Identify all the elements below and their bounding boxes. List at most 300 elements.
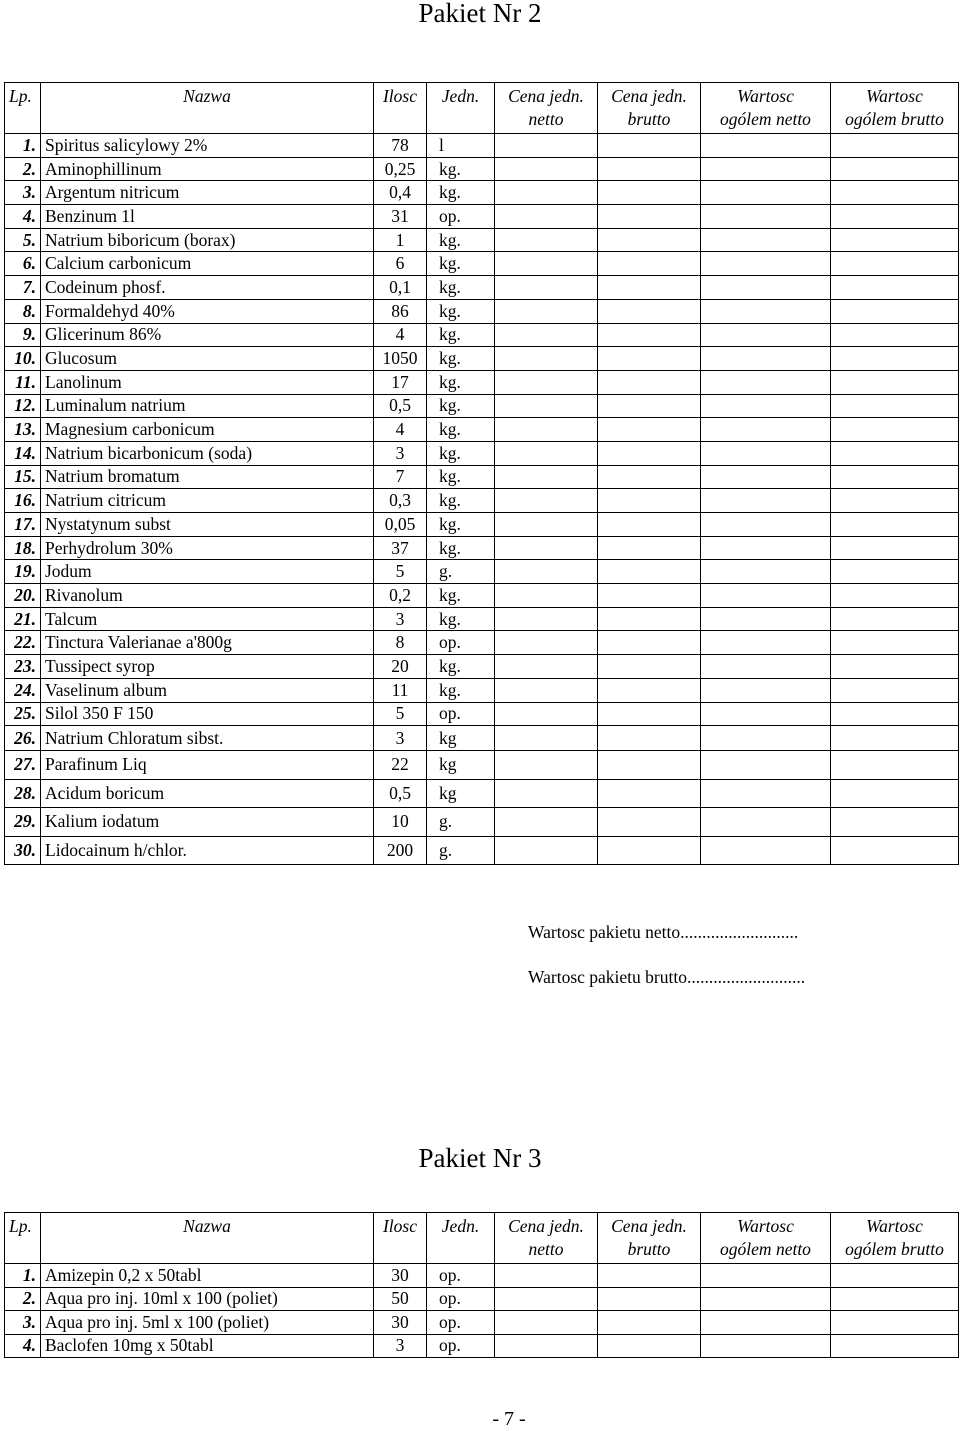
row-cena-netto: [495, 1334, 598, 1358]
row-cena-brutto: [598, 702, 701, 726]
row-unit: kg.: [427, 536, 495, 560]
row-quantity: 4: [374, 418, 427, 442]
row-quantity: 11: [374, 678, 427, 702]
row-quantity: 31: [374, 205, 427, 229]
table-row: [5, 1311, 959, 1335]
row-quantity: 0,25: [374, 157, 427, 181]
table-row: [5, 347, 959, 371]
table-row: [5, 536, 959, 560]
row-wartosc-netto: [701, 394, 831, 418]
row-unit: g.: [427, 560, 495, 584]
row-cena-brutto: [598, 1334, 701, 1358]
header-wartosc-netto: Wartosc ogólem netto: [701, 83, 831, 134]
row-lp: 1.: [5, 134, 41, 158]
row-lp: 17.: [5, 513, 41, 537]
row-lp: 21.: [5, 607, 41, 631]
row-wartosc-netto: [701, 418, 831, 442]
row-quantity: 78: [374, 134, 427, 158]
row-cena-brutto: [598, 441, 701, 465]
row-unit: kg.: [427, 276, 495, 300]
row-lp: 2.: [5, 1287, 41, 1311]
row-wartosc-netto: [701, 347, 831, 371]
row-lp: 4.: [5, 1334, 41, 1358]
row-quantity: 0,5: [374, 779, 427, 808]
row-wartosc-netto: [701, 808, 831, 837]
package-total-netto: Wartosc pakietu netto...........................: [528, 922, 799, 942]
row-cena-netto: [495, 228, 598, 252]
row-wartosc-netto: [701, 1311, 831, 1335]
row-unit: g.: [427, 836, 495, 865]
row-cena-netto: [495, 607, 598, 631]
header-cena-netto: Cena jedn. netto: [495, 83, 598, 134]
row-quantity: 0,1: [374, 276, 427, 300]
row-lp: 16.: [5, 489, 41, 513]
row-unit: kg.: [427, 347, 495, 371]
row-quantity: 6: [374, 252, 427, 276]
row-cena-netto: [495, 560, 598, 584]
row-wartosc-brutto: [831, 726, 959, 751]
row-wartosc-netto: [701, 489, 831, 513]
header-lp: Lp.: [5, 1213, 41, 1264]
table-header-row: [5, 1213, 959, 1264]
row-cena-netto: [495, 702, 598, 726]
row-quantity: 7: [374, 465, 427, 489]
row-cena-brutto: [598, 1311, 701, 1335]
row-lp: 27.: [5, 751, 41, 780]
row-lp: 19.: [5, 560, 41, 584]
table-row: [5, 726, 959, 751]
row-name: Lanolinum: [41, 370, 374, 394]
row-name: Parafinum Liq: [41, 751, 374, 780]
row-wartosc-brutto: [831, 1311, 959, 1335]
row-cena-netto: [495, 808, 598, 837]
row-cena-brutto: [598, 655, 701, 679]
row-wartosc-brutto: [831, 252, 959, 276]
row-unit: kg.: [427, 584, 495, 608]
row-name: Formaldehyd 40%: [41, 299, 374, 323]
row-wartosc-netto: [701, 205, 831, 229]
row-lp: 22.: [5, 631, 41, 655]
table-row: [5, 252, 959, 276]
row-lp: 8.: [5, 299, 41, 323]
row-wartosc-brutto: [831, 702, 959, 726]
row-wartosc-brutto: [831, 655, 959, 679]
row-quantity: 5: [374, 702, 427, 726]
row-unit: op.: [427, 1334, 495, 1358]
row-wartosc-netto: [701, 584, 831, 608]
table-row: [5, 1287, 959, 1311]
row-quantity: 22: [374, 751, 427, 780]
table-row: [5, 134, 959, 158]
table-row: [5, 560, 959, 584]
table-row: [5, 631, 959, 655]
row-quantity: 0,2: [374, 584, 427, 608]
row-cena-netto: [495, 205, 598, 229]
row-unit: kg.: [427, 181, 495, 205]
row-cena-netto: [495, 181, 598, 205]
row-name: Glucosum: [41, 347, 374, 371]
row-cena-brutto: [598, 836, 701, 865]
row-unit: op.: [427, 1264, 495, 1288]
row-wartosc-netto: [701, 836, 831, 865]
header-ilosc: Ilosc: [374, 83, 427, 134]
row-quantity: 0,4: [374, 181, 427, 205]
row-wartosc-netto: [701, 607, 831, 631]
row-wartosc-netto: [701, 441, 831, 465]
row-cena-brutto: [598, 726, 701, 751]
row-lp: 11.: [5, 370, 41, 394]
row-unit: kg: [427, 751, 495, 780]
row-wartosc-netto: [701, 560, 831, 584]
row-wartosc-netto: [701, 157, 831, 181]
header-cena-brutto: Cena jedn. brutto: [598, 83, 701, 134]
row-name: Glicerinum 86%: [41, 323, 374, 347]
table-row: [5, 205, 959, 229]
row-name: Acidum boricum: [41, 779, 374, 808]
row-lp: 3.: [5, 181, 41, 205]
table-row: [5, 276, 959, 300]
row-lp: 7.: [5, 276, 41, 300]
row-cena-brutto: [598, 181, 701, 205]
table-row: [5, 1264, 959, 1288]
row-cena-netto: [495, 299, 598, 323]
row-cena-netto: [495, 655, 598, 679]
row-name: Tussipect syrop: [41, 655, 374, 679]
table-row: [5, 678, 959, 702]
row-cena-brutto: [598, 394, 701, 418]
header-wartosc-brutto: Wartosc ogólem brutto: [831, 1213, 959, 1264]
row-cena-netto: [495, 726, 598, 751]
row-wartosc-brutto: [831, 205, 959, 229]
row-quantity: 8: [374, 631, 427, 655]
row-unit: kg.: [427, 299, 495, 323]
row-unit: kg.: [427, 655, 495, 679]
row-wartosc-brutto: [831, 489, 959, 513]
row-unit: kg.: [427, 370, 495, 394]
row-wartosc-brutto: [831, 181, 959, 205]
package-2-table: [4, 82, 959, 865]
header-wartosc-brutto: Wartosc ogólem brutto: [831, 83, 959, 134]
row-quantity: 0,3: [374, 489, 427, 513]
row-wartosc-netto: [701, 181, 831, 205]
row-cena-brutto: [598, 205, 701, 229]
row-wartosc-brutto: [831, 276, 959, 300]
row-name: Magnesium carbonicum: [41, 418, 374, 442]
header-nazwa: Nazwa: [41, 1213, 374, 1264]
row-lp: 5.: [5, 228, 41, 252]
row-cena-netto: [495, 489, 598, 513]
header-nazwa: Nazwa: [41, 83, 374, 134]
row-cena-netto: [495, 252, 598, 276]
row-quantity: 30: [374, 1264, 427, 1288]
row-quantity: 1: [374, 228, 427, 252]
header-cena-brutto: Cena jedn. brutto: [598, 1213, 701, 1264]
row-unit: kg.: [427, 678, 495, 702]
row-unit: g.: [427, 808, 495, 837]
row-cena-netto: [495, 134, 598, 158]
row-cena-netto: [495, 513, 598, 537]
row-lp: 28.: [5, 779, 41, 808]
row-unit: kg.: [427, 157, 495, 181]
row-quantity: 3: [374, 1334, 427, 1358]
row-wartosc-brutto: [831, 631, 959, 655]
row-unit: op.: [427, 1287, 495, 1311]
row-unit: kg.: [427, 465, 495, 489]
row-cena-netto: [495, 347, 598, 371]
package-total-brutto: Wartosc pakietu brutto...........................: [528, 967, 806, 987]
row-name: Natrium bromatum: [41, 465, 374, 489]
row-lp: 13.: [5, 418, 41, 442]
row-lp: 1.: [5, 1264, 41, 1288]
table-row: [5, 299, 959, 323]
row-unit: kg.: [427, 418, 495, 442]
row-unit: kg.: [427, 607, 495, 631]
row-cena-brutto: [598, 299, 701, 323]
row-wartosc-brutto: [831, 347, 959, 371]
table-row: [5, 584, 959, 608]
row-wartosc-brutto: [831, 678, 959, 702]
row-cena-netto: [495, 418, 598, 442]
row-name: Lidocainum h/chlor.: [41, 836, 374, 865]
row-quantity: 3: [374, 726, 427, 751]
row-quantity: 86: [374, 299, 427, 323]
row-cena-brutto: [598, 560, 701, 584]
row-wartosc-brutto: [831, 536, 959, 560]
row-wartosc-brutto: [831, 808, 959, 837]
row-quantity: 1050: [374, 347, 427, 371]
row-cena-netto: [495, 465, 598, 489]
header-lp: Lp.: [5, 83, 41, 134]
row-wartosc-brutto: [831, 584, 959, 608]
row-wartosc-brutto: [831, 751, 959, 780]
row-wartosc-netto: [701, 323, 831, 347]
row-name: Rivanolum: [41, 584, 374, 608]
row-name: Perhydrolum 30%: [41, 536, 374, 560]
row-cena-brutto: [598, 607, 701, 631]
row-cena-brutto: [598, 418, 701, 442]
row-quantity: 3: [374, 441, 427, 465]
row-cena-netto: [495, 836, 598, 865]
row-name: Vaselinum album: [41, 678, 374, 702]
row-wartosc-netto: [701, 678, 831, 702]
row-quantity: 20: [374, 655, 427, 679]
package-3-table: [4, 1212, 959, 1358]
row-lp: 2.: [5, 157, 41, 181]
row-cena-brutto: [598, 228, 701, 252]
row-cena-brutto: [598, 808, 701, 837]
row-name: Natrium biboricum (borax): [41, 228, 374, 252]
row-name: Spiritus salicylowy 2%: [41, 134, 374, 158]
row-name: Kalium iodatum: [41, 808, 374, 837]
row-cena-brutto: [598, 513, 701, 537]
row-lp: 18.: [5, 536, 41, 560]
row-quantity: 10: [374, 808, 427, 837]
row-wartosc-netto: [701, 252, 831, 276]
table-row: [5, 1334, 959, 1358]
row-cena-brutto: [598, 631, 701, 655]
row-lp: 9.: [5, 323, 41, 347]
row-wartosc-brutto: [831, 441, 959, 465]
row-cena-brutto: [598, 134, 701, 158]
row-wartosc-brutto: [831, 134, 959, 158]
row-name: Tinctura Valerianae a'800g: [41, 631, 374, 655]
row-lp: 10.: [5, 347, 41, 371]
row-lp: 24.: [5, 678, 41, 702]
row-cena-brutto: [598, 465, 701, 489]
row-quantity: 200: [374, 836, 427, 865]
row-wartosc-brutto: [831, 1334, 959, 1358]
row-unit: l: [427, 134, 495, 158]
row-cena-brutto: [598, 252, 701, 276]
row-name: Codeinum phosf.: [41, 276, 374, 300]
row-cena-netto: [495, 678, 598, 702]
row-wartosc-brutto: [831, 418, 959, 442]
row-unit: kg.: [427, 323, 495, 347]
row-name: Talcum: [41, 607, 374, 631]
row-name: Calcium carbonicum: [41, 252, 374, 276]
header-ilosc: Ilosc: [374, 1213, 427, 1264]
row-cena-brutto: [598, 678, 701, 702]
table-row: [5, 181, 959, 205]
header-jedn: Jedn.: [427, 83, 495, 134]
row-quantity: 30: [374, 1311, 427, 1335]
row-wartosc-brutto: [831, 465, 959, 489]
row-wartosc-netto: [701, 276, 831, 300]
table-row: [5, 779, 959, 808]
row-lp: 4.: [5, 205, 41, 229]
row-cena-brutto: [598, 1287, 701, 1311]
header-cena-netto: Cena jedn. netto: [495, 1213, 598, 1264]
row-cena-netto: [495, 323, 598, 347]
row-unit: kg: [427, 726, 495, 751]
row-quantity: 50: [374, 1287, 427, 1311]
row-lp: 20.: [5, 584, 41, 608]
row-cena-brutto: [598, 751, 701, 780]
row-wartosc-brutto: [831, 228, 959, 252]
row-unit: kg.: [427, 228, 495, 252]
row-quantity: 3: [374, 607, 427, 631]
row-unit: kg.: [427, 513, 495, 537]
header-jedn: Jedn.: [427, 1213, 495, 1264]
row-name: Amizepin 0,2 x 50tabl: [41, 1264, 374, 1288]
table-row: [5, 489, 959, 513]
row-name: Aqua pro inj. 10ml x 100 (poliet): [41, 1287, 374, 1311]
page-number: - 7 -: [492, 1408, 526, 1430]
row-unit: kg.: [427, 394, 495, 418]
table-row: [5, 394, 959, 418]
row-wartosc-brutto: [831, 560, 959, 584]
row-unit: op.: [427, 702, 495, 726]
row-wartosc-netto: [701, 536, 831, 560]
table-row: [5, 441, 959, 465]
row-cena-brutto: [598, 489, 701, 513]
row-cena-brutto: [598, 779, 701, 808]
row-cena-brutto: [598, 584, 701, 608]
row-unit: kg.: [427, 489, 495, 513]
row-wartosc-netto: [701, 655, 831, 679]
table-row: [5, 513, 959, 537]
row-wartosc-brutto: [831, 607, 959, 631]
row-wartosc-netto: [701, 702, 831, 726]
row-unit: kg.: [427, 252, 495, 276]
table-row: [5, 751, 959, 780]
row-wartosc-netto: [701, 465, 831, 489]
row-wartosc-netto: [701, 631, 831, 655]
row-lp: 29.: [5, 808, 41, 837]
table-header-row: [5, 83, 959, 134]
table-row: [5, 655, 959, 679]
table-row: [5, 323, 959, 347]
row-wartosc-brutto: [831, 779, 959, 808]
row-cena-brutto: [598, 347, 701, 371]
row-unit: op.: [427, 1311, 495, 1335]
package-3-title: Pakiet Nr 3: [418, 1143, 542, 1173]
row-lp: 14.: [5, 441, 41, 465]
row-lp: 3.: [5, 1311, 41, 1335]
row-unit: kg.: [427, 441, 495, 465]
row-cena-netto: [495, 441, 598, 465]
row-wartosc-brutto: [831, 1264, 959, 1288]
table-row: [5, 702, 959, 726]
row-lp: 23.: [5, 655, 41, 679]
row-cena-netto: [495, 751, 598, 780]
table-row: [5, 157, 959, 181]
row-wartosc-brutto: [831, 370, 959, 394]
row-lp: 26.: [5, 726, 41, 751]
row-wartosc-brutto: [831, 513, 959, 537]
row-wartosc-netto: [701, 513, 831, 537]
row-quantity: 0,5: [374, 394, 427, 418]
row-cena-netto: [495, 779, 598, 808]
row-lp: 25.: [5, 702, 41, 726]
row-cena-netto: [495, 370, 598, 394]
header-wartosc-netto: Wartosc ogólem netto: [701, 1213, 831, 1264]
row-wartosc-netto: [701, 1287, 831, 1311]
row-name: Natrium bicarbonicum (soda): [41, 441, 374, 465]
row-name: Aminophillinum: [41, 157, 374, 181]
row-cena-brutto: [598, 323, 701, 347]
table-row: [5, 418, 959, 442]
table-row: [5, 607, 959, 631]
row-name: Nystatynum subst: [41, 513, 374, 537]
table-row: [5, 228, 959, 252]
row-wartosc-netto: [701, 751, 831, 780]
row-unit: op.: [427, 631, 495, 655]
row-cena-netto: [495, 1287, 598, 1311]
row-wartosc-brutto: [831, 323, 959, 347]
row-name: Jodum: [41, 560, 374, 584]
row-wartosc-netto: [701, 299, 831, 323]
row-unit: kg: [427, 779, 495, 808]
row-quantity: 4: [374, 323, 427, 347]
row-cena-netto: [495, 631, 598, 655]
row-name: Aqua pro inj. 5ml x 100 (poliet): [41, 1311, 374, 1335]
row-wartosc-netto: [701, 370, 831, 394]
row-cena-brutto: [598, 276, 701, 300]
row-unit: op.: [427, 205, 495, 229]
row-lp: 30.: [5, 836, 41, 865]
package-2-title: Pakiet Nr 2: [418, 0, 542, 28]
row-cena-brutto: [598, 370, 701, 394]
table-row: [5, 836, 959, 865]
row-quantity: 17: [374, 370, 427, 394]
row-cena-netto: [495, 536, 598, 560]
row-cena-netto: [495, 1264, 598, 1288]
row-wartosc-netto: [701, 779, 831, 808]
row-cena-netto: [495, 394, 598, 418]
row-wartosc-brutto: [831, 836, 959, 865]
row-lp: 12.: [5, 394, 41, 418]
